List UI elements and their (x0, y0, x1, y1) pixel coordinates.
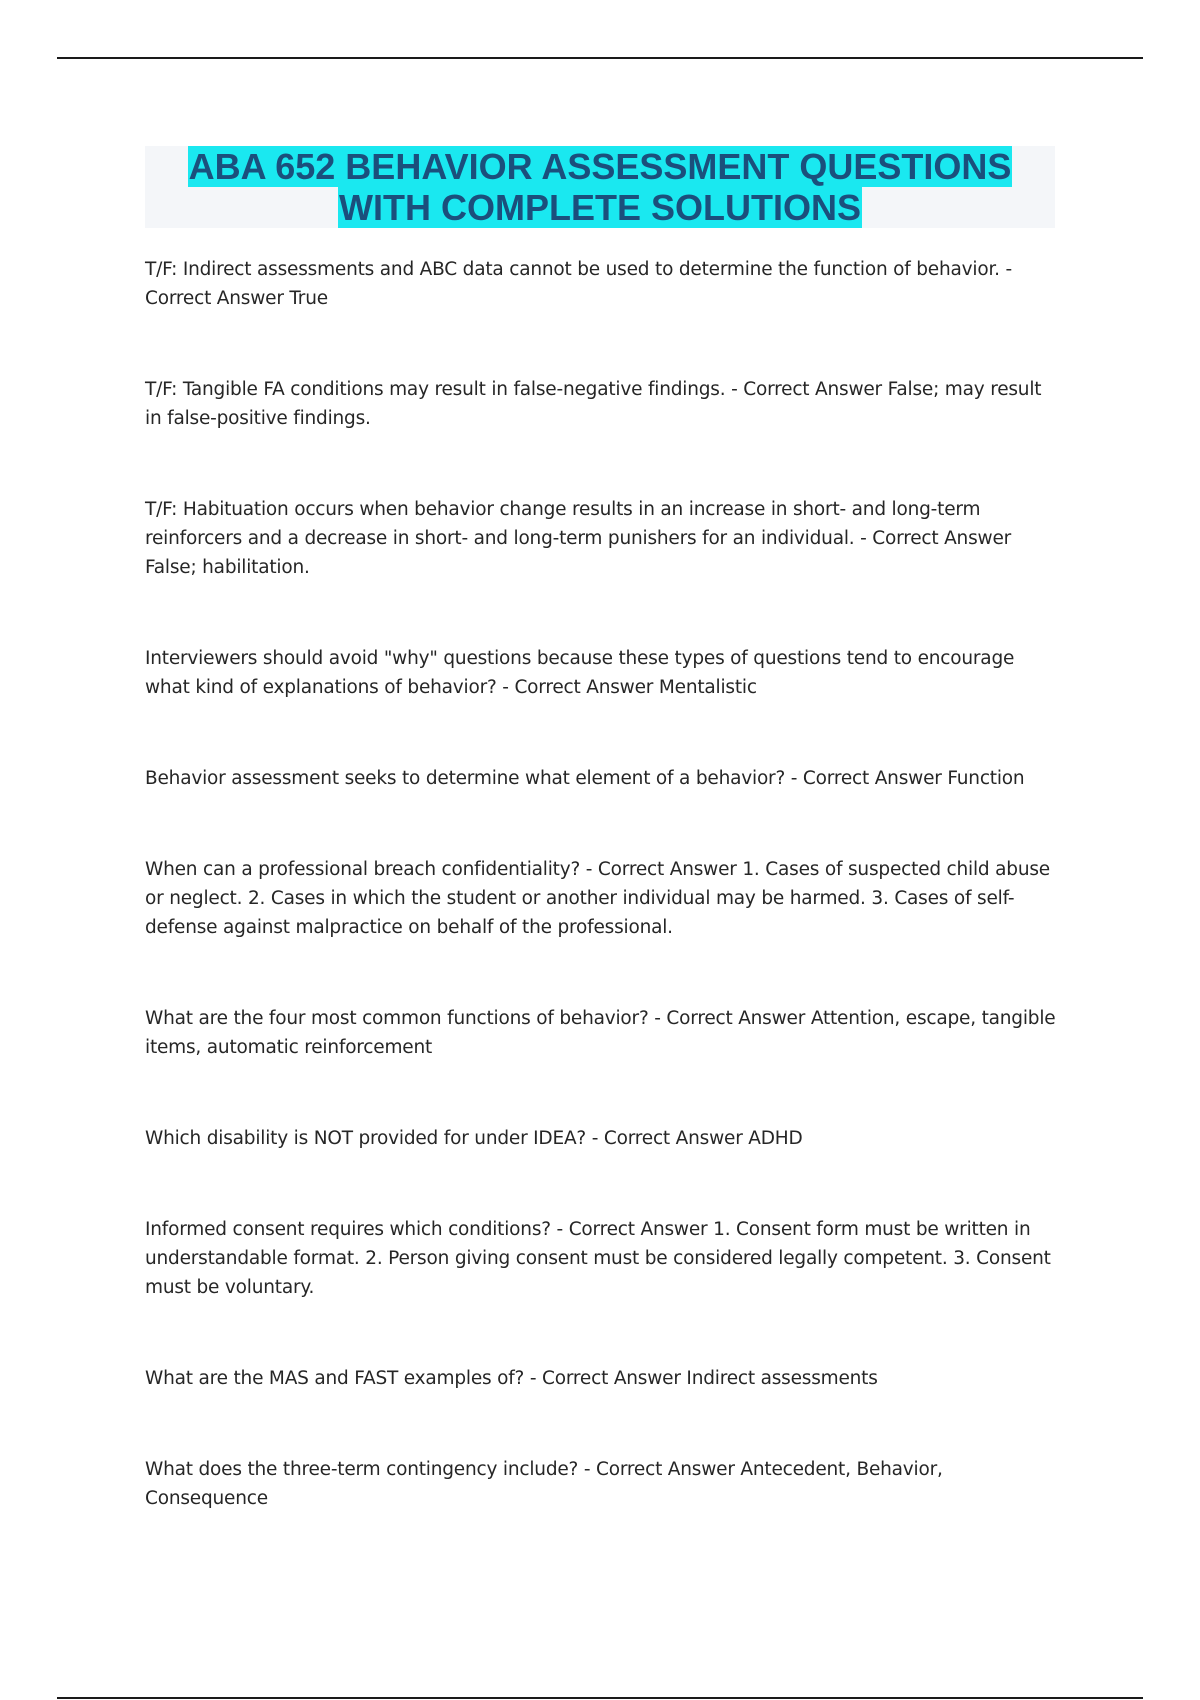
qa-item-2: T/F: Tangible FA conditions may result in false-negative findings. - Correct Answer False; may result in false-positive findings. (145, 379, 1042, 429)
qa-item-5: Behavior assessment seeks to determine what element of a behavior? - Correct Answer Function (145, 768, 1025, 789)
header-rule (57, 57, 1143, 59)
question-answer-list (145, 255, 1060, 1575)
title-line-2: WITH COMPLETE SOLUTIONS (339, 187, 861, 228)
qa-item-7: What are the four most common functions of behavior? - Correct Answer Attention, escape, tangible items, automatic reinforcement (145, 1008, 1056, 1058)
qa-item-11: What does the three-term contingency include? - Correct Answer Antecedent, Behavior, Consequence (145, 1459, 943, 1509)
title-line-1: ABA 652 BEHAVIOR ASSESSMENT QUESTIONS (188, 146, 1012, 187)
qa-item-8: Which disability is NOT provided for under IDEA? - Correct Answer ADHD (145, 1128, 803, 1149)
qa-item-9: Informed consent requires which conditions? - Correct Answer 1. Consent form must be written in understandable format. 2. Person giving consent must be considered legally competent. 3. Consent must be voluntary. (145, 1219, 1051, 1298)
qa-item-4: Interviewers should avoid "why" questions because these types of questions tend to encourage what kind of explanations of behavior? - Correct Answer Mentalistic (145, 648, 1015, 698)
qa-item-6: When can a professional breach confidentiality? - Correct Answer 1. Cases of suspected child abuse or neglect. 2. Cases in which the student or another individual may be harmed. 3. Cases of self-defense against malpractice on behalf of the professional. (145, 859, 1050, 938)
qa-item-10: What are the MAS and FAST examples of? - Correct Answer Indirect assessments (145, 1368, 878, 1389)
title-box (145, 146, 1055, 228)
qa-item-1: T/F: Indirect assessments and ABC data cannot be used to determine the function of behavior. - Correct Answer True (145, 259, 1013, 309)
footer-rule (57, 1697, 1143, 1699)
qa-item-3: T/F: Habituation occurs when behavior change results in an increase in short- and long-term reinforcers and a decrease in short- and long-term punishers for an individual. - Correct Answer False; habilitation. (145, 499, 1012, 578)
document-title (188, 146, 1013, 228)
